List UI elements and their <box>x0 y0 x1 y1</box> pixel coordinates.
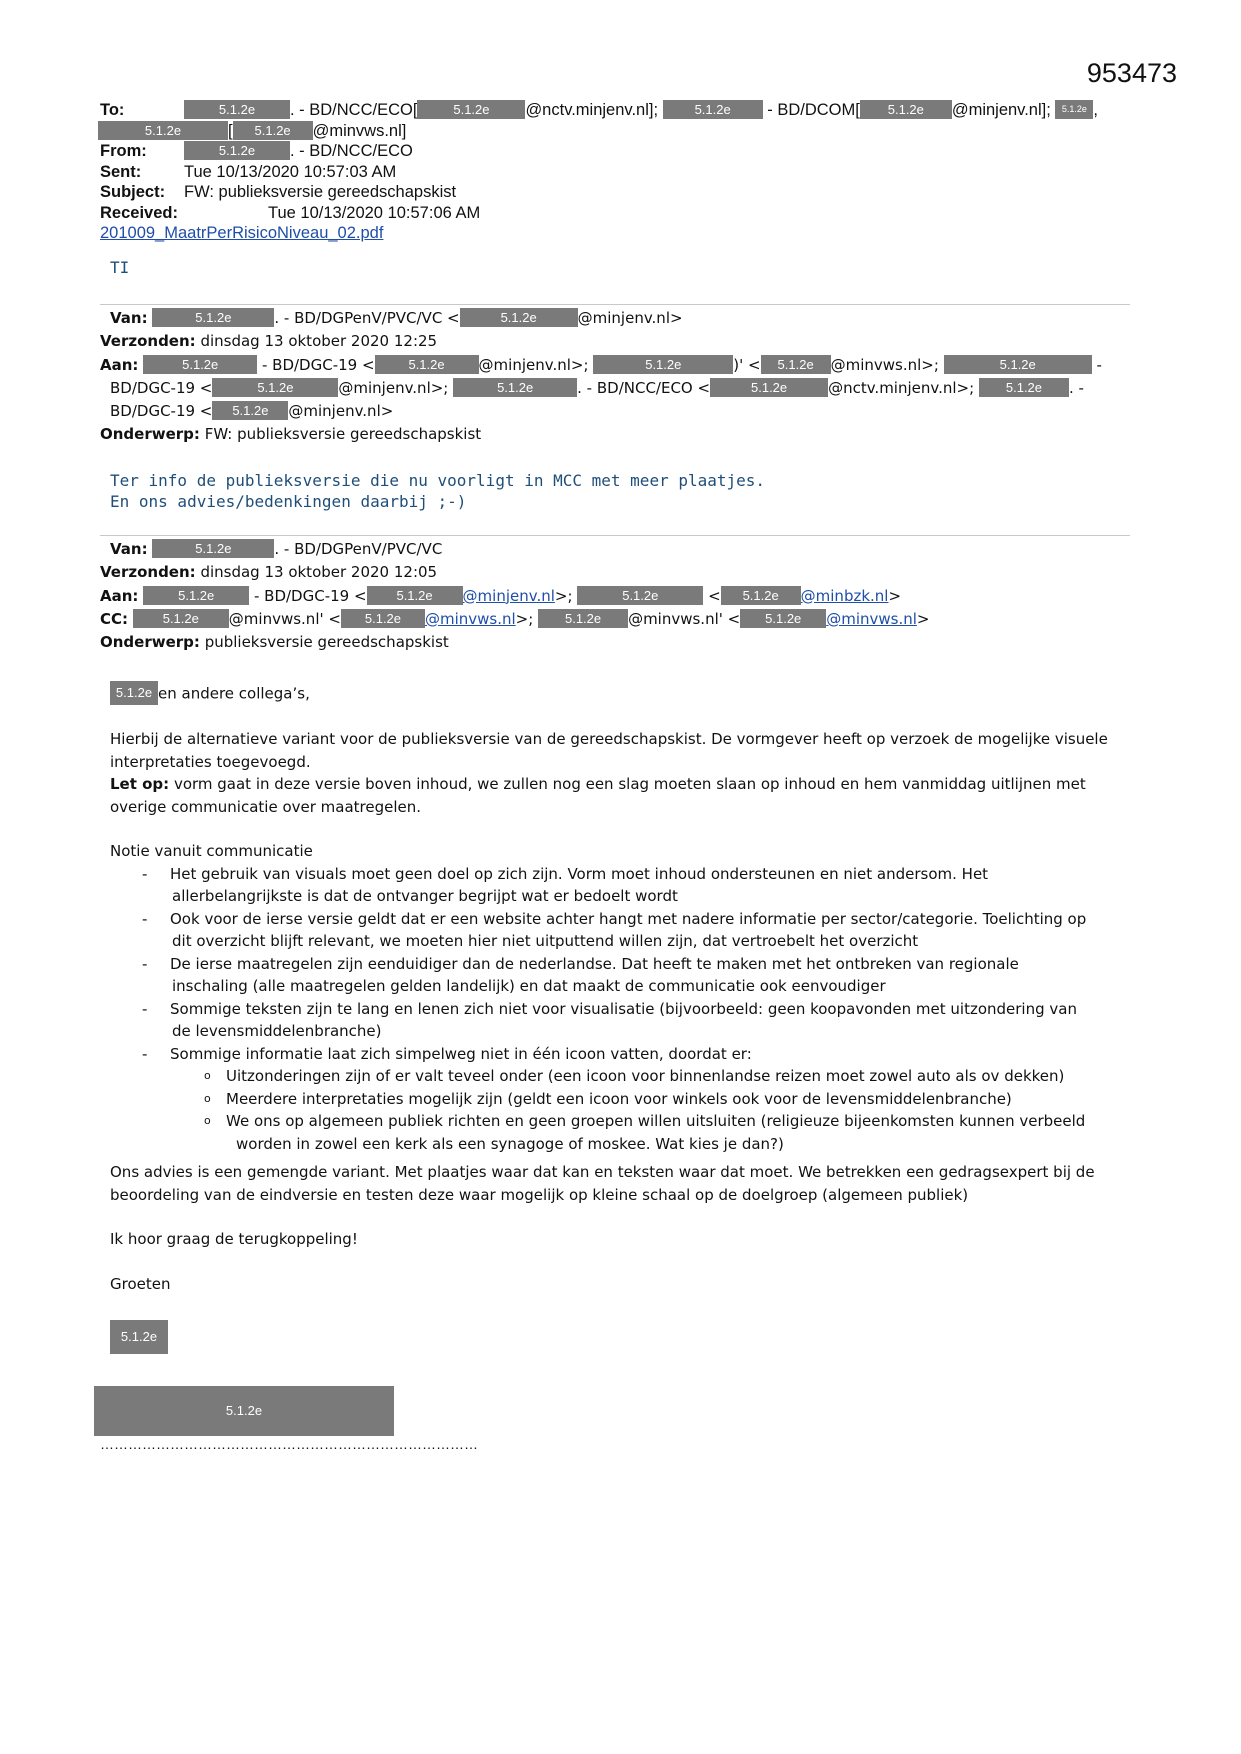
bullet-item: - Sommige informatie laat zich simpelweg niet in één icoon vatten, doordat er: <box>110 1043 1140 1066</box>
forward-header-1 <box>100 307 1160 447</box>
forward-note <box>110 470 765 512</box>
redaction-box: 5.1.2e <box>143 355 257 374</box>
bullet-line: de levensmiddelenbranche) <box>172 1022 382 1040</box>
aan-text: @minvws.nl>; <box>830 355 939 374</box>
redaction-box: 5.1.2e <box>212 378 338 397</box>
bullet-item: - De ierse maatregelen zijn eenduidiger dan de nederlandse. Dat heeft te maken met het ontbreken van regionale inschaling (alle maatregelen gelden landelijk) en dat maakt de communicatie ook eenvoudiger <box>110 953 1140 998</box>
email-body <box>110 682 1140 1295</box>
verzonden-line <box>100 330 1160 353</box>
to-text: , <box>1093 101 1098 119</box>
aan-text: >; <box>554 586 573 605</box>
aan-text: BD/DGC-19 < <box>110 378 213 397</box>
redaction-box: 5.1.2e <box>860 100 952 119</box>
onderwerp-line <box>100 423 1160 446</box>
redaction-box: 5.1.2e <box>710 378 828 397</box>
note-line: En ons advies/bedenkingen daarbij ;-) <box>110 492 467 511</box>
redaction-box: 5.1.2e <box>761 355 831 374</box>
redaction-box: 5.1.2e <box>152 308 274 327</box>
ti-note: TI <box>110 258 130 277</box>
subject-line <box>100 182 1180 203</box>
aan-label: Aan: <box>100 355 139 374</box>
redaction-box: 5.1.2e <box>740 609 826 628</box>
to-line-2 <box>100 121 1180 142</box>
document-number: 953473 <box>1086 58 1177 88</box>
closing: Groeten <box>110 1274 171 1293</box>
sub-bullet-item: o Meerdere interpretaties mogelijk zijn (geldt een icoon voor winkels ook voor de levensmiddelenbranche) <box>110 1088 1140 1111</box>
email-link[interactable]: @minvws.nl <box>424 609 516 628</box>
onderwerp-value: publieksversie gereedschapskist <box>204 633 449 652</box>
sent-line <box>100 162 1180 183</box>
redaction-box: 5.1.2e <box>184 100 290 119</box>
to-text: - BD/DCOM[ <box>767 101 860 119</box>
aan-text: < <box>708 586 721 605</box>
onderwerp-line <box>100 631 1160 654</box>
van-line <box>100 307 1160 330</box>
sub-bullet-line: Meerdere interpretaties mogelijk zijn (geldt een icoon voor winkels ook voor de levensmiddelenbranche) <box>226 1089 1012 1108</box>
greeting-text: en andere collega’s, <box>158 684 310 703</box>
aan-text: BD/DGC-19 < <box>110 402 213 421</box>
sub-bullet-line: worden in zowel een kerk als een synagoge of moskee. Wat kies je dan?) <box>236 1134 784 1153</box>
redaction-box: 5.1.2e <box>233 121 313 140</box>
sub-bullet-item: o We ons op algemeen publiek richten en geen groepen willen uitsluiten (religieuze bijeenkomsten kunnen verbeeld worden in zowel een kerk als een synagoge of moskee. Wat kies je dan?) <box>110 1110 1140 1155</box>
letop-label: Let op: <box>110 775 170 793</box>
redaction-box: 5.1.2e <box>133 609 229 628</box>
van-text: . - BD/DGPenV/PVC/VC < <box>274 309 460 327</box>
redaction-box: 5.1.2e <box>944 355 1092 374</box>
verzonden-label: Verzonden: <box>100 563 196 582</box>
bullet-item: - Het gebruik van visuals moet geen doel op zich zijn. Vorm moet inhoud ondersteunen en niet andersom. Het allerbelangrijkste is dat de ontvanger begrijpt wat er bedoelt wordt <box>110 863 1140 908</box>
redaction-box: 5.1.2e <box>593 355 733 374</box>
aan-line <box>100 354 1160 377</box>
redaction-box: 5.1.2e <box>538 609 628 628</box>
aan-label: Aan: <box>100 586 139 605</box>
redaction-box: 5.1.2e <box>721 586 801 605</box>
redaction-box: 5.1.2e <box>110 681 158 705</box>
to-text: . - BD/NCC/ECO[ <box>290 101 418 119</box>
from-value: . - BD/NCC/ECO <box>290 142 413 160</box>
redaction-box: 5.1.2e <box>152 539 274 558</box>
aan-text: - BD/DGC-19 < <box>261 355 375 374</box>
cc-text: @minvws.nl' < <box>628 609 741 628</box>
from-line <box>100 141 1180 162</box>
attachment-line <box>100 223 1180 244</box>
paragraph-advies: Ons advies is een gemengde variant. Met plaatjes waar dat kan en teksten waar dat moet. We betrekken een gedragsexpert bij de beoordeling van de eindversie en testen deze waar mogelijk op kleine schaal op de doelgroep (algemeen publiek) <box>110 1163 1095 1204</box>
note-line: Ter info de publieksversie die nu voorligt in MCC met meer plaatjes. <box>110 471 766 490</box>
aan-text: )' < <box>733 355 761 374</box>
verzonden-value: dinsdag 13 oktober 2020 12:05 <box>200 563 438 582</box>
signature-redaction: 5.1.2e <box>110 1320 168 1354</box>
aan-line <box>100 585 1160 608</box>
letop-text: vorm gaat in deze versie boven inhoud, we zullen nog een slag moeten slaan op inhoud en hem vanmiddag uitlijnen met overige communicatie over maatregelen. <box>110 775 1086 816</box>
aan-text: @minjenv.nl>; <box>338 378 449 397</box>
bullet-line: dit overzicht blijft relevant, we moeten hier niet uitputtend willen zijn, dat vertroebelt het overzicht <box>172 932 919 950</box>
redaction-block: 5.1.2e <box>94 1386 394 1436</box>
redaction-box: 5.1.2e <box>367 586 463 605</box>
verzonden-value: dinsdag 13 oktober 2020 12:25 <box>200 332 438 351</box>
email-link[interactable]: @minjenv.nl <box>462 586 555 605</box>
to-text: @nctv.minjenv.nl]; <box>525 101 659 119</box>
to-line <box>100 100 1180 121</box>
cc-line <box>100 608 1160 631</box>
van-text: . - BD/DGPenV/PVC/VC <box>274 540 443 558</box>
redaction-box: 5.1.2e <box>453 378 577 397</box>
sent-label: Sent: <box>100 162 142 181</box>
bullet-item: - Sommige teksten zijn te lang en lenen zich niet voor visualisatie (bijvoorbeeld: geen koopavonden met uitzondering van de levensmiddelenbranche) <box>110 998 1140 1043</box>
van-text: @minjenv.nl> <box>577 309 683 327</box>
bullet-line: Het gebruik van visuals moet geen doel op zich zijn. Vorm moet inhoud ondersteunen en niet andersom. Het <box>170 864 989 883</box>
redaction-box: 5.1.2e <box>663 100 763 119</box>
paragraph-intro: Hierbij de alternatieve variant voor de publieksversie van de gereedschapskist. De vormgever heeft op verzoek de mogelijke visuele interpretaties toegevoegd. <box>110 730 1108 771</box>
to-text: [ <box>228 121 233 140</box>
separator-rule <box>100 535 1130 536</box>
bullet-line: De ierse maatregelen zijn eenduidiger dan de nederlandse. Dat heeft te maken met het ontbreken van regionale <box>170 954 1019 973</box>
redaction-box: 5.1.2e <box>460 308 578 327</box>
notie-title: Notie vanuit communicatie <box>110 842 313 860</box>
sub-bullet-item: o Uitzonderingen zijn of er valt teveel onder (een icoon voor binnenlandse reizen moet zowel auto als ov dekken) <box>110 1065 1140 1088</box>
onderwerp-value: FW: publieksversie gereedschapskist <box>204 425 482 444</box>
cc-label: CC: <box>100 609 129 628</box>
sent-value: Tue 10/13/2020 10:57:03 AM <box>184 162 397 181</box>
aan-line-3 <box>100 400 1160 423</box>
redaction-box: 5.1.2e <box>1055 100 1093 119</box>
bullet-line: Sommige informatie laat zich simpelweg niet in één icoon vatten, doordat er: <box>170 1044 752 1063</box>
email-link[interactable]: @minbzk.nl <box>800 586 889 605</box>
cc-text: >; <box>515 609 534 628</box>
cc-text: @minvws.nl' < <box>228 609 341 628</box>
onderwerp-label: Onderwerp: <box>100 425 200 444</box>
received-label: Received: <box>100 203 178 222</box>
aan-text: . - <box>1068 378 1084 397</box>
email-link[interactable]: @minvws.nl <box>826 609 917 628</box>
bullet-line: inschaling (alle maatregelen gelden landelijk) en dat maakt de communicatie ook eenvoudiger <box>172 977 886 995</box>
separator-rule <box>100 304 1130 305</box>
aan-text: - BD/DGC-19 < <box>253 586 367 605</box>
bullet-item: - Ook voor de ierse versie geldt dat er een website achter hangt met nadere informatie per sector/categorie. Toelichting op dit overzicht blijft relevant, we moeten hier niet uitputtend willen zijn, dat vertroebelt het overzicht <box>110 908 1140 953</box>
van-label: Van: <box>110 540 148 558</box>
received-line <box>100 203 1180 224</box>
van-line <box>100 538 1160 561</box>
email-header <box>100 100 1180 244</box>
redaction-box: 5.1.2e <box>979 378 1069 397</box>
bullet-line: Ook voor de ierse versie geldt dat er een website achter hangt met nadere informatie per sector/categorie. Toelichting op <box>170 909 1087 928</box>
paragraph-letop <box>110 773 1140 818</box>
aan-text: > <box>888 586 902 605</box>
to-label: To: <box>100 101 125 119</box>
to-text: @minvws.nl] <box>312 121 407 140</box>
verzonden-line <box>100 561 1160 584</box>
onderwerp-label: Onderwerp: <box>100 633 200 652</box>
attachment-link[interactable]: 201009_MaatrPerRisicoNiveau_02.pdf <box>100 224 384 242</box>
aan-text: @nctv.minjenv.nl>; <box>828 378 975 397</box>
verzonden-label: Verzonden: <box>100 332 196 351</box>
subject-label: Subject: <box>100 183 166 201</box>
to-text: @minjenv.nl]; <box>951 101 1051 119</box>
sub-bullet-line: We ons op algemeen publiek richten en geen groepen willen uitsluiten (religieuze bijeenkomsten kunnen verbeeld <box>226 1112 1086 1130</box>
aan-text: . - BD/NCC/ECO < <box>577 378 711 397</box>
dotted-separator: ……………………………………………………………………… <box>100 1436 478 1452</box>
redaction-box: 5.1.2e <box>577 586 703 605</box>
redaction-box: 5.1.2e <box>184 141 290 160</box>
subject-value: FW: publieksversie gereedschapskist <box>184 183 457 201</box>
aan-text: @minjenv.nl> <box>288 402 394 421</box>
from-label: From: <box>100 142 147 160</box>
redaction-box: 5.1.2e <box>98 121 228 140</box>
bullet-line: Sommige teksten zijn te lang en lenen zich niet voor visualisatie (bijvoorbeeld: geen koopavonden met uitzondering van <box>170 999 1077 1018</box>
redaction-box: 5.1.2e <box>375 355 479 374</box>
received-value: Tue 10/13/2020 10:57:06 AM <box>268 203 481 222</box>
aan-text: - <box>1096 355 1102 374</box>
cc-text: > <box>916 609 930 628</box>
redaction-box: 5.1.2e <box>417 100 525 119</box>
sub-bullet-line: Uitzonderingen zijn of er valt teveel onder (een icoon voor binnenlandse reizen moet zowel auto als ov dekken) <box>226 1067 1065 1085</box>
redaction-box: 5.1.2e <box>212 401 288 420</box>
paragraph-terugkoppeling: Ik hoor graag de terugkoppeling! <box>110 1230 358 1248</box>
greeting <box>110 682 1140 706</box>
van-label: Van: <box>110 309 148 327</box>
forward-header-2 <box>100 538 1160 654</box>
bullet-line: allerbelangrijkste is dat de ontvanger begrijpt wat er bedoelt wordt <box>172 887 678 905</box>
aan-text: @minjenv.nl>; <box>478 355 589 374</box>
redaction-box: 5.1.2e <box>341 609 425 628</box>
redaction-box: 5.1.2e <box>143 586 249 605</box>
aan-line-2 <box>100 377 1160 400</box>
